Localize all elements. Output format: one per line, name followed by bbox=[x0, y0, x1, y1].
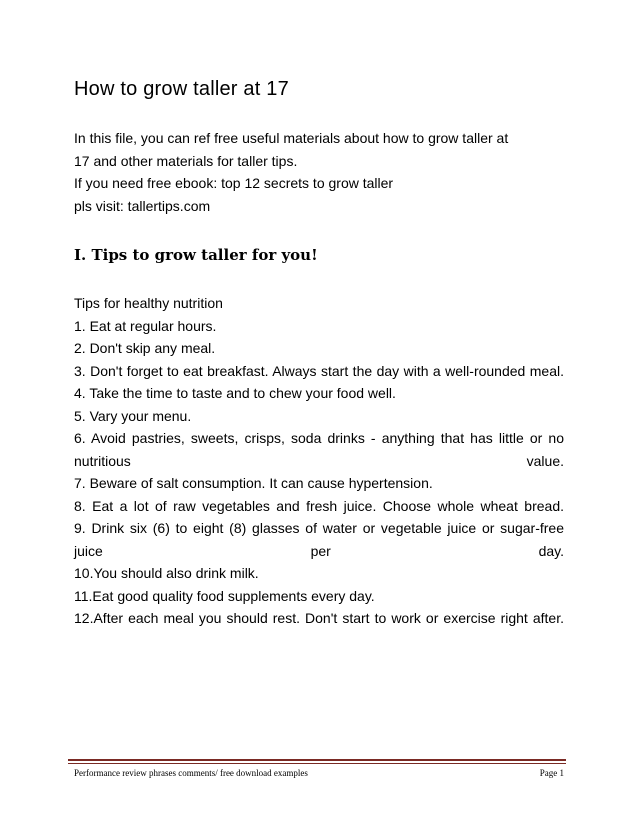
footer-caption: Performance review phrases comments/ free download examples bbox=[74, 768, 308, 778]
tip-item: 3. Don't forget to eat breakfast. Always start the day with a well-rounded meal. bbox=[74, 362, 564, 379]
tip-item: 8. Eat a lot of raw vegetables and fresh juice. Choose whole wheat bread. bbox=[74, 497, 564, 514]
tip-item: 5. Vary your menu. bbox=[74, 407, 192, 424]
tip-item: 7. Beware of salt consumption. It can cause hypertension. bbox=[74, 475, 433, 491]
tip-item: 12.After each meal you should rest. Don't start to work or exercise right after. bbox=[74, 610, 564, 626]
tip-item: 6. Avoid pastries, sweets, crisps, soda drinks - anything that has little or no nutritious value. bbox=[74, 430, 564, 469]
tip-item: 10.You should also drink milk. bbox=[74, 565, 259, 581]
page-number: Page 1 bbox=[539, 768, 564, 778]
intro-line: In this file, you can ref free useful materials about how to grow taller at bbox=[74, 130, 509, 146]
tips-list bbox=[74, 292, 564, 630]
document-title: How to grow taller at 17 bbox=[74, 78, 289, 100]
tips-subheading: Tips for healthy nutrition bbox=[74, 295, 223, 311]
tip-item: 2. Don't skip any meal. bbox=[74, 340, 216, 356]
tip-item: 9. Drink six (6) to eight (8) glasses of water or vegetable juice or sugar-free juice per day. bbox=[74, 520, 564, 559]
intro-line: pls visit: tallertips.com bbox=[74, 197, 211, 214]
tip-item: 4. Take the time to taste and to chew your food well. bbox=[74, 385, 396, 401]
intro-line: If you need free ebook: top 12 secrets to grow taller bbox=[74, 175, 394, 191]
tip-item: 1. Eat at regular hours. bbox=[74, 317, 217, 334]
footer-divider-thin bbox=[68, 763, 566, 764]
intro-line: 17 and other materials for taller tips. bbox=[74, 152, 298, 169]
intro-paragraph bbox=[74, 127, 564, 217]
footer-divider bbox=[68, 759, 566, 761]
tip-item: 11.Eat good quality food supplements every day. bbox=[74, 587, 375, 604]
section-heading: I. Tips to grow taller for you! bbox=[74, 246, 318, 264]
